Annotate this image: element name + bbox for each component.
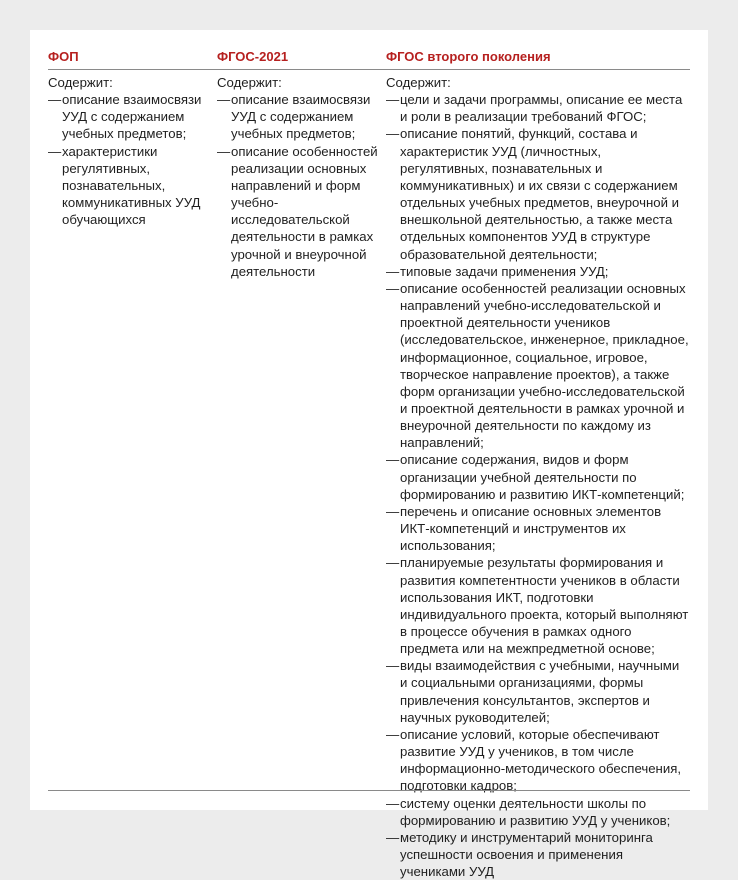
column-fgos-2021 <box>217 74 386 880</box>
bottom-divider <box>48 790 690 791</box>
list-item: — описание понятий, функций, состава и характеристик УУД (личностных, регулятивных, познавательных и коммуникативных) и их связи с содержанием отдельных учебных предметов, внеурочной и внешкольной деятельностью, а также места отдельных компонентов УУД в структуре образовательной деятельности; <box>386 125 690 262</box>
header-fgos-second-gen: ФГОС второго поколения <box>386 48 551 64</box>
list-item: — методику и инструментарий мониторинга успешности освоения и применения учениками УУД <box>386 829 690 880</box>
column-lead: Содержит: <box>48 75 113 90</box>
column-lead: Содержит: <box>217 75 282 90</box>
list-item: — описание условий, которые обеспечивают развитие УУД у учеников, в том числе информационно-методического обеспечения, подготовки кадров; <box>386 726 690 795</box>
list-item: — цели и задачи программы, описание ее места и роли в реализации требований ФГОС; <box>386 91 690 125</box>
list-item: — характеристики регулятивных, познавательных, коммуникативных УУД обучающихся <box>48 143 209 229</box>
list-item: — виды взаимодействия с учебными, научными и социальными организациями, формы привлечения консультантов, экспертов и научных руководителей; <box>386 657 690 726</box>
bullet-list <box>217 91 378 280</box>
document-sheet <box>30 30 708 880</box>
column-fgos-second-gen <box>386 74 690 880</box>
column-lead: Содержит: <box>386 75 451 90</box>
column-fop <box>48 74 217 880</box>
list-item: — перечень и описание основных элементов ИКТ-компетенций и инструментов их использования; <box>386 503 690 554</box>
list-item: — систему оценки деятельности школы по формированию и развитию УУД у учеников; <box>386 795 690 829</box>
list-item: — планируемые результаты формирования и развития компетентности учеников в области использования ИКТ, подготовки индивидуального проекта, который выполняют в процессе обучения в рамках одного предмета или на межпредметной основе; <box>386 554 690 657</box>
list-item: — описание содержания, видов и форм организации учебной деятельности по формированию и развитию ИКТ-компетенций; <box>386 451 690 502</box>
bullet-list <box>386 91 690 880</box>
header-fop: ФОП <box>48 48 79 64</box>
list-item: — описание особенностей реализации основных направлений учебно-исследовательской и проектной деятельности учеников (исследовательское, инженерное, прикладное, информационное, социальное, игровое, творческое направление проектов), а также форм организации учебно-исследовательской и проектной деятельности в рамках урочной и внеурочной деятельности по каждому из направлений; <box>386 280 690 452</box>
bullet-list <box>48 91 209 228</box>
list-item: — описание взаимосвязи УУД с содержанием учебных предметов; <box>217 91 378 142</box>
table-body-row <box>48 70 690 880</box>
list-item: — типовые задачи применения УУД; <box>386 263 690 280</box>
header-fgos-2021: ФГОС-2021 <box>217 48 289 64</box>
comparison-table <box>48 43 690 880</box>
list-item: — описание особенностей реализации основных направлений и форм учебно-исследовательской деятельности в рамках урочной и внеурочной деятельности <box>217 143 378 280</box>
list-item: — описание взаимосвязи УУД с содержанием учебных предметов; <box>48 91 209 142</box>
table-header-row <box>48 43 690 70</box>
